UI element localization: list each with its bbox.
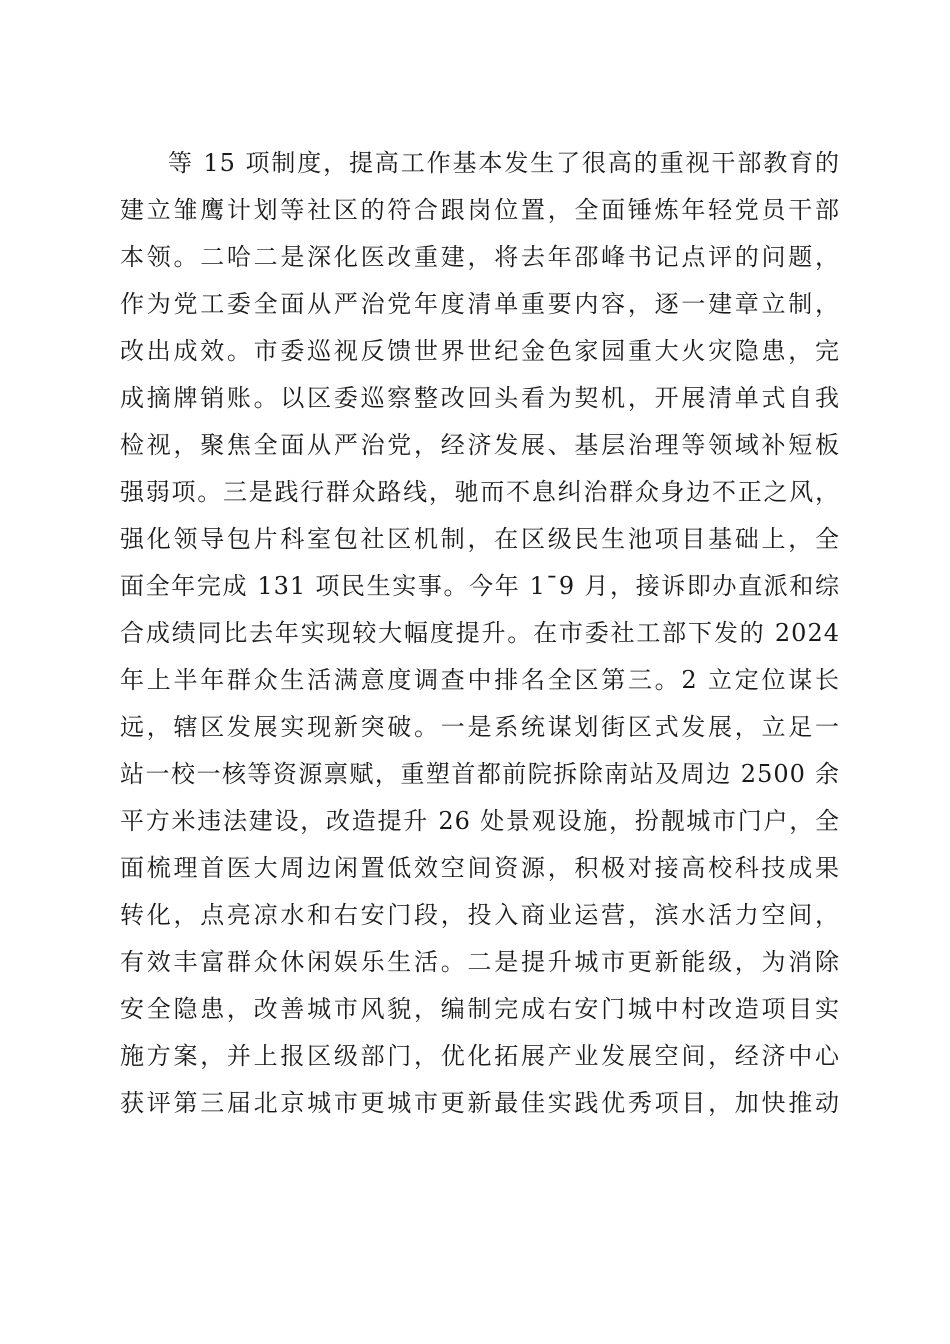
text-line: 作为党工委全面从严治党年度清单重要内容，逐一建章立制，	[120, 290, 840, 318]
text-line: 获评第三届北京城市更城市更新最佳实践优秀项目，加快推动	[120, 1089, 840, 1117]
text-line: 检视，聚焦全面从严治党，经济发展、基层治理等领域补短板	[120, 431, 840, 459]
text-line: 等 15 项制度，提高工作基本发生了很高的重视干部教育的	[168, 149, 840, 177]
text-line: 年上半年群众生活满意度调查中排名全区第三。2 立定位谋长	[120, 666, 840, 694]
text-line: 施方案，并上报区级部门，优化拓展产业发展空间，经济中心	[120, 1042, 840, 1070]
text-line: 面梳理首医大周边闲置低效空间资源，积极对接高校科技成果	[120, 854, 840, 882]
text-line: 建立雏鹰计划等社区的符合跟岗位置，全面锤炼年轻党员干部	[120, 196, 840, 224]
text-line: 强弱项。三是践行群众路线，驰而不息纠治群众身边不正之风，	[120, 478, 840, 506]
text-line: 面全年完成 131 项民生实事。今年 1¯9 月，接诉即办直派和综	[120, 572, 840, 600]
text-line: 平方米违法建设，改造提升 26 处景观设施，扮靓城市门户，全	[120, 807, 840, 835]
text-line: 远，辖区发展实现新突破。一是系统谋划街区式发展，立足一	[120, 713, 840, 741]
text-line: 有效丰富群众休闲娱乐生活。二是提升城市更新能级，为消除	[120, 948, 840, 976]
text-line: 成摘牌销账。以区委巡察整改回头看为契机，开展清单式自我	[120, 384, 840, 412]
text-line: 合成绩同比去年实现较大幅度提升。在市委社工部下发的 2024	[120, 619, 840, 647]
text-line: 站一校一核等资源禀赋，重塑首都前院拆除南站及周边 2500 余	[120, 760, 840, 788]
text-line: 强化领导包片科室包社区机制，在区级民生池项目基础上，全	[120, 525, 840, 553]
text-line: 转化，点亮凉水和右安门段，投入商业运营，滨水活力空间，	[120, 901, 840, 929]
text-line: 改出成效。市委巡视反馈世界世纪金色家园重大火灾隐患，完	[120, 337, 840, 365]
text-line: 安全隐患，改善城市风貌，编制完成右安门城中村改造项目实	[120, 995, 840, 1023]
text-line: 本领。二哈二是深化医改重建，将去年邵峰书记点评的问题，	[120, 243, 840, 271]
body-paragraph	[120, 140, 840, 1127]
